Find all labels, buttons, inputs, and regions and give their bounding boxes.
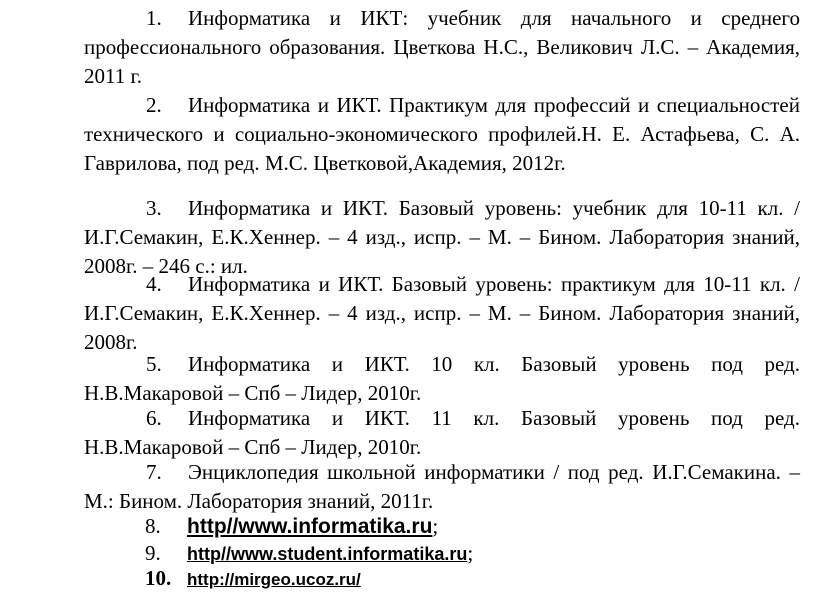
reference-item-2 — [84, 91, 800, 178]
reference-text: Информатика и ИКТ. 11 кл. Базовый уровень под ред. Н.В.Макаровой – Спб – Лидер, 2010г. — [84, 406, 800, 459]
mirgeo-link[interactable]: http://mirgeo.ucoz.ru/ — [187, 570, 361, 589]
reference-text: Информатика и ИКТ. Базовый уровень: практикум для 10-11 кл. / И.Г.Семакин, Е.К.Хеннер. – 4 изд., испр. – М. – Бином. Лаборатория знаний, 2008г. — [84, 272, 800, 354]
reference-item-1 — [84, 4, 800, 91]
reference-number: 3. — [146, 196, 162, 220]
reference-number: 2. — [146, 93, 162, 117]
reference-number: 4. — [146, 272, 162, 296]
reference-item-3 — [84, 194, 800, 281]
reference-number: 1. — [146, 6, 162, 30]
reference-number: 5. — [146, 352, 162, 376]
reference-number: 10. — [145, 566, 172, 590]
reference-item-7 — [84, 458, 800, 516]
link-suffix: ; — [432, 514, 439, 538]
reference-number: 9. — [145, 541, 161, 565]
reference-link-item-8 — [145, 512, 805, 541]
link-suffix: ; — [467, 541, 474, 565]
reference-text: Информатика и ИКТ. 10 кл. Базовый уровень под ред. Н.В.Макаровой – Спб – Лидер, 2010г. — [84, 352, 800, 405]
reference-text: Информатика и ИКТ. Практикум для профессий и специальностей технического и социально-экономического профилей.Н. Е. Астафьева, С. А. Гаврилова, под ред. М.С. Цветковой,Академия, 2012г. — [84, 93, 800, 175]
reference-text: Энциклопедия школьной информатики / под ред. И.Г.Семакина. – М.: Бином. Лаборатория знаний, 2011г. — [84, 460, 800, 513]
reference-text: Информатика и ИКТ. Базовый уровень: учебник для 10-11 кл. / И.Г.Семакин, Е.К.Хеннер. – 4 изд., испр. – М. – Бином. Лаборатория знаний, 2008г. – 246 с.: ил. — [84, 196, 800, 278]
reference-text: Информатика и ИКТ: учебник для начального и среднего профессионального образования. Цветкова Н.С., Великович Л.С. – Академия, 2011 г. — [84, 6, 800, 88]
informatika-link[interactable]: http//www.informatika.ru — [187, 515, 433, 538]
reference-number: 8. — [145, 514, 161, 538]
reference-link-item-10 — [145, 564, 805, 594]
reference-item-4 — [84, 270, 800, 357]
student-informatika-link[interactable]: http//www.student.informatika.ru — [187, 544, 468, 564]
reference-item-6 — [84, 404, 800, 462]
reference-item-5 — [84, 350, 800, 408]
reference-number: 7. — [146, 460, 162, 484]
reference-number: 6. — [146, 406, 162, 430]
